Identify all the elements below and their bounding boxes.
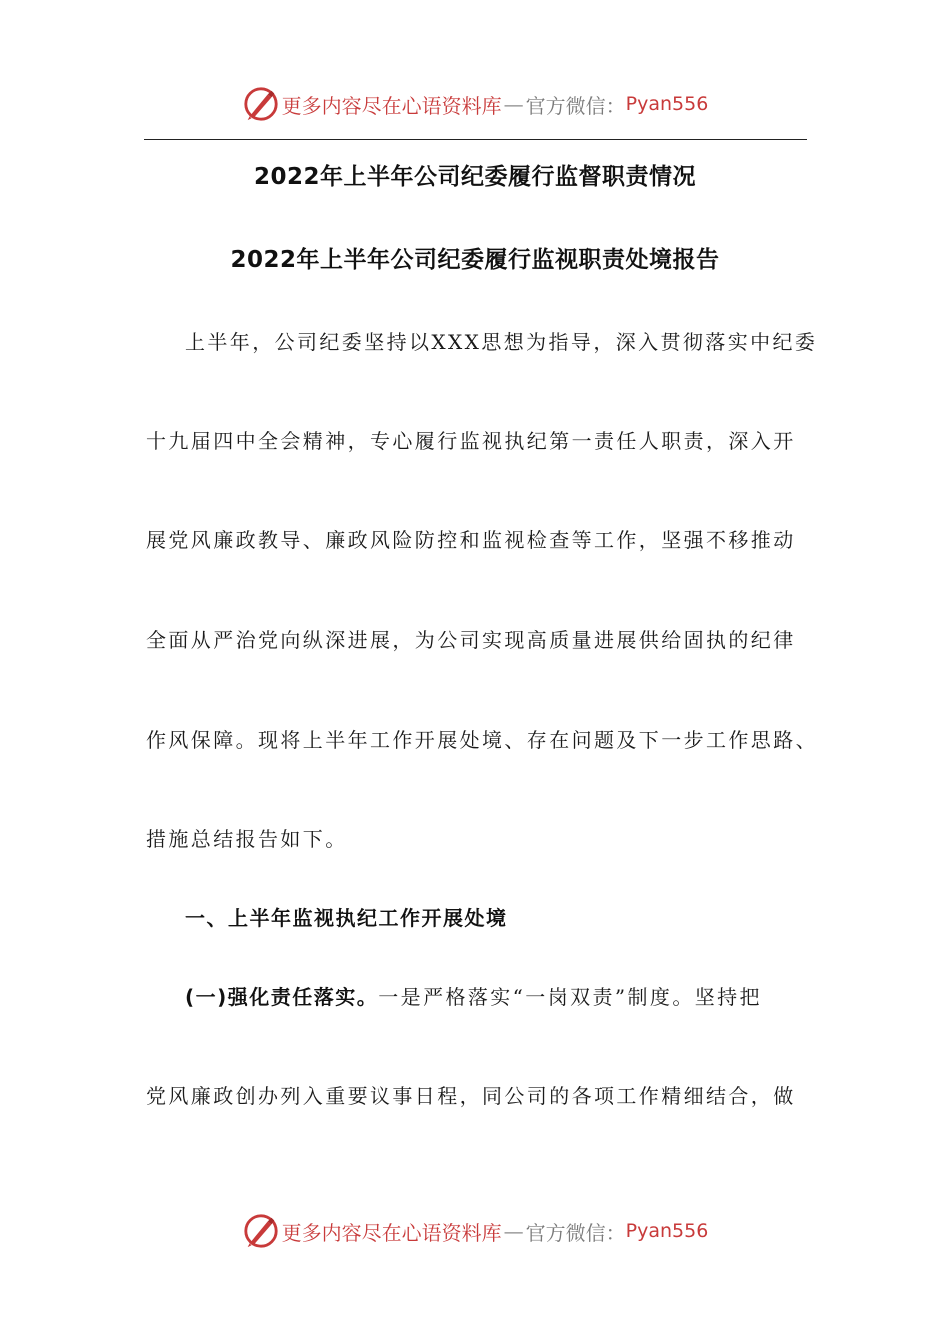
paragraph-line: 党风廉政创办列入重要议事日程，同公司的各项工作精细结合，做 — [146, 1084, 796, 1108]
header-banner — [0, 82, 950, 126]
paragraph-line: 作风保障。现将上半年工作开展处境、存在问题及下一步工作思路、 — [146, 728, 818, 752]
paragraph-line: 措施总结报告如下。 — [146, 827, 348, 851]
banner-text-wechat-label: 官方微信： — [525, 93, 626, 118]
item-line — [185, 981, 762, 1010]
banner-text-library: 更多内容尽在心语资料库 — [281, 93, 502, 118]
header-rule — [144, 139, 807, 140]
paragraph-line: 上半年，公司纪委坚持以XXX思想为指导，深入贯彻落实中纪委 — [185, 330, 818, 354]
banner-dash: — — [503, 1219, 524, 1243]
document-subtitle: 2022年上半年公司纪委履行监视职责处境报告 — [230, 247, 720, 273]
banner-dash: — — [503, 92, 524, 116]
document-title: 2022年上半年公司纪委履行监督职责情况 — [253, 164, 696, 190]
section-heading: 一、上半年监视执纪工作开展处境 — [185, 906, 508, 930]
paragraph-line: 十九届四中全会精神，专心履行监视执纪第一责任人职责，深入开 — [146, 429, 796, 453]
banner-wechat-id: Pyan556 — [625, 93, 709, 115]
paragraph-line: 全面从严治党向纵深进展，为公司实现高质量进展供给固执的纪律 — [146, 628, 796, 652]
banner-wechat-id: Pyan556 — [625, 1220, 709, 1242]
item-text: 一是严格落实“一岗双责”制度。坚持把 — [378, 985, 762, 1009]
item-bold-lead: (一)强化责任落实。 — [185, 985, 379, 1009]
pen-logo-icon — [242, 1212, 280, 1250]
banner-text-wechat-label: 官方微信： — [525, 1220, 626, 1245]
banner-text-library: 更多内容尽在心语资料库 — [281, 1220, 502, 1245]
footer-banner — [0, 1209, 950, 1253]
pen-logo-icon — [242, 85, 280, 123]
paragraph-line: 展党风廉政教导、廉政风险防控和监视检查等工作，坚强不移推动 — [146, 528, 796, 552]
